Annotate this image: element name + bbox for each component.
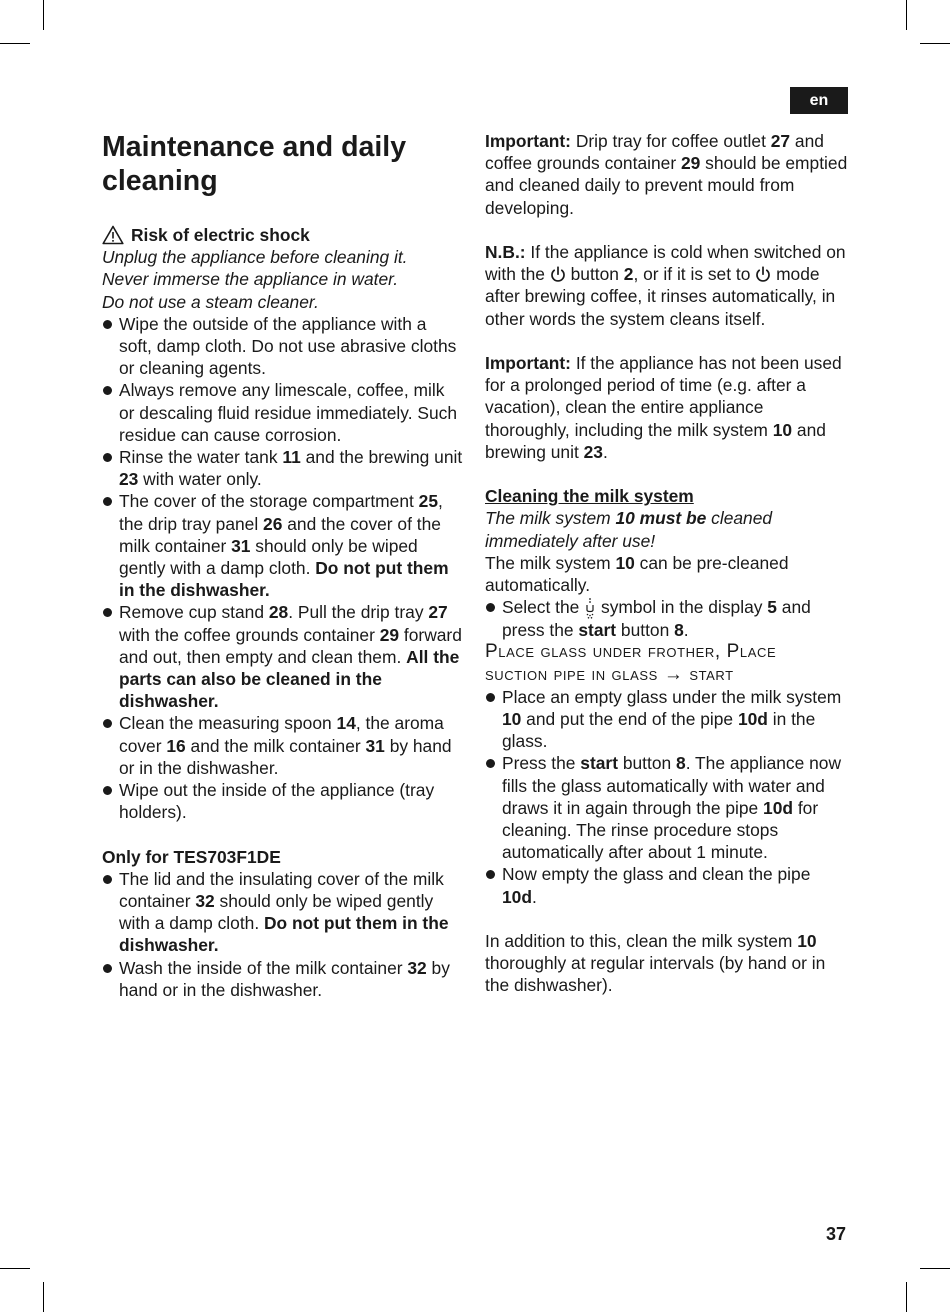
important-note-prolonged-use (485, 352, 850, 463)
bold-text: Do not put them in the dishwasher. (119, 913, 449, 956)
list-item (485, 596, 850, 641)
text-run: Press the (502, 753, 581, 774)
bold-text: 26 (263, 513, 283, 534)
bold-text: 10 must be (615, 508, 707, 529)
nb-label: N.B.: (485, 242, 526, 262)
right-column (485, 130, 850, 997)
list-item (102, 712, 464, 779)
text-run: The cover of the storage compartment (119, 491, 419, 512)
arrow-right-icon: → (663, 663, 684, 685)
text-run: If the appliance has not been used for a prolonged period of time (e.g. after a vacation), clean the entire appliance thoroughly, including the milk system (485, 353, 842, 440)
text-run: cleaned immediately after use! (485, 508, 773, 551)
text-run: Now empty the glass and clean the pipe (502, 864, 811, 885)
crop-mark (920, 43, 950, 44)
text-run: and the brewing unit (300, 447, 463, 468)
list-item (102, 490, 464, 601)
nb-text: button (565, 264, 624, 285)
text-run: and coffee grounds container (485, 131, 824, 174)
text-run: , the drip tray panel (119, 491, 443, 534)
bold-text: 29 (379, 624, 400, 645)
step-number: 5 (767, 597, 777, 618)
bold-text: 10d (502, 886, 532, 907)
list-item (102, 957, 464, 1001)
text-run: . Pull the drip tray (288, 602, 429, 623)
text-run: by hand or in the dishwasher. (119, 957, 450, 1000)
text-run: in the glass. (502, 709, 816, 752)
bold-text: 31 (231, 535, 251, 556)
bold-text: 10 (797, 931, 817, 952)
bold-text: 23 (583, 441, 603, 462)
bold-text: start (580, 753, 618, 774)
nb-number: 2 (623, 264, 634, 285)
nb-note (485, 241, 850, 330)
bold-text: 10d (737, 709, 768, 730)
display-message-line: Place glass under frother, Place (485, 641, 777, 663)
text-run: Place an empty glass under the milk system (502, 686, 842, 707)
text-run: The lid and the insulating cover of the milk container (119, 868, 444, 912)
warning-line: Unplug the appliance before cleaning it. (102, 247, 408, 268)
crop-mark (906, 1282, 907, 1312)
bold-text: 27 (428, 602, 448, 623)
text-run: with the coffee grounds container (119, 624, 380, 645)
text-run: , the aroma cover (119, 713, 444, 756)
text-run: can be pre-cleaned automatically. (485, 552, 789, 596)
text-run: forward and out, then empty and clean them. (119, 624, 462, 667)
power-icon (550, 266, 566, 283)
text-run: Drip tray for coffee outlet (570, 131, 771, 151)
regular-cleaning-note (485, 930, 850, 997)
nb-text: , or if it is set to (633, 264, 756, 285)
bold-text: 32 (407, 957, 427, 978)
list-item (102, 868, 464, 957)
step-text: button (616, 620, 675, 641)
crop-mark (0, 43, 30, 44)
text-run: Wipe out the inside of the appliance (tray holders). (119, 780, 435, 823)
text-run: The milk system (485, 508, 616, 529)
crop-mark (906, 0, 907, 30)
milk-system-warning (485, 507, 850, 551)
cleaning-instructions-list (102, 313, 464, 824)
text-run: should only be wiped gently with a damp cloth. (119, 891, 434, 934)
language-tab: en (790, 87, 848, 114)
rinse-steps-list (485, 686, 850, 908)
text-run: by hand or in the dishwasher. (119, 735, 452, 778)
warning-title: Risk of electric shock (131, 225, 310, 245)
page-number: 37 (826, 1224, 847, 1244)
text-run: and the milk container (185, 735, 366, 756)
bold-text: 10 (502, 709, 522, 730)
list-item (485, 863, 850, 907)
model-subheading: Only for TES703F1DE (102, 846, 281, 867)
step-text: and press the (502, 597, 811, 641)
text-run: should be emptied and cleaned daily to prevent mould from developing. (485, 153, 848, 218)
text-run: Always remove any limescale, coffee, milk or descaling fluid residue immediately. Such residue can cause corrosion. (119, 380, 457, 445)
list-item (102, 313, 464, 380)
left-column (102, 130, 464, 1001)
warning-line: Do not use a steam cleaner. (102, 291, 319, 312)
text-run: for cleaning. The rinse procedure stops automatically after about 1 minute. (502, 797, 819, 863)
nb-text: mode after brewing coffee, it rinses automatically, in other words the system cleans itself. (485, 264, 836, 329)
crop-mark (0, 1268, 30, 1269)
bold-text: 32 (195, 891, 215, 912)
warning-line: Never immerse the appliance in water. (102, 269, 399, 290)
text-run: In addition to this, clean the milk system (485, 931, 798, 952)
text-run: Remove cup stand (119, 602, 269, 623)
text-run: . (602, 441, 608, 462)
bold-text: Important: (485, 353, 571, 373)
bold-text: 10 (772, 419, 793, 440)
bold-text: 31 (365, 735, 385, 756)
bold-text: 16 (166, 735, 186, 756)
text-run: Wipe the outside of the appliance with a soft, damp cloth. Do not use abrasive cloths or cleaning agents. (119, 313, 457, 379)
milk-rinse-icon (584, 597, 596, 619)
list-item (485, 752, 850, 863)
select-step-list (485, 596, 850, 641)
step-number: 8 (674, 620, 684, 641)
bold-text: 23 (119, 469, 139, 490)
bold-text: Do not put them in the dishwasher. (119, 558, 449, 601)
bold-text: 25 (418, 491, 438, 512)
text-run: and put the end of the pipe (521, 709, 738, 730)
text-run: thoroughly at regular intervals (by hand or in the dishwasher). (485, 953, 826, 996)
display-message-line: suction pipe in glass (485, 663, 658, 685)
text-run: The milk system (485, 552, 616, 573)
bold-text: 11 (282, 447, 301, 468)
text-run: . (531, 886, 537, 907)
bold-text: 10d (763, 797, 793, 818)
list-item (485, 686, 850, 753)
display-message-start: start (689, 663, 734, 685)
crop-mark (43, 1282, 44, 1312)
text-run: Rinse the water tank (119, 447, 283, 468)
step-text: symbol in the display (596, 597, 768, 618)
bold-text: Important: (485, 131, 571, 151)
nb-text: If the appliance is cold when switched on with the (485, 242, 846, 285)
list-item (102, 379, 464, 446)
text-run: should only be wiped gently with a damp cloth. (119, 535, 418, 579)
page-title: Maintenance and daily cleaning (102, 131, 407, 197)
step-text: Select the (502, 597, 585, 618)
bold-text: 27 (770, 131, 791, 151)
list-item (102, 601, 464, 712)
text-run: . The appliance now fills the glass automatically with water and draws it in again through the pipe (502, 753, 842, 818)
text-run: with water only. (138, 469, 262, 490)
crop-mark (43, 0, 44, 30)
model-instructions-list (102, 868, 464, 1001)
bold-text: 8 (676, 753, 686, 774)
crop-mark (920, 1268, 950, 1269)
start-label: start (578, 620, 617, 641)
warning-heading (102, 224, 464, 246)
bold-text: 29 (680, 153, 701, 174)
bold-text: 14 (336, 713, 356, 734)
bold-text: 10 (615, 552, 635, 573)
warning-triangle-icon (102, 225, 124, 245)
step-text: . (683, 620, 689, 641)
milk-system-heading: Cleaning the milk system (485, 486, 694, 507)
text-run: Wash the inside of the milk container (119, 957, 408, 978)
important-note-drip-tray (485, 130, 850, 219)
text-run: button (618, 753, 677, 774)
bold-text: All the parts can also be cleaned in the dishwasher. (119, 646, 460, 712)
list-item (102, 446, 464, 490)
milk-system-intro (485, 552, 850, 596)
text-run: and the cover of the milk container (119, 513, 441, 556)
list-item (102, 779, 464, 823)
text-run: and brewing unit (485, 419, 826, 462)
power-icon (755, 266, 771, 283)
display-message (485, 641, 850, 685)
bold-text: 28 (268, 602, 289, 623)
text-run: Clean the measuring spoon (119, 713, 337, 734)
